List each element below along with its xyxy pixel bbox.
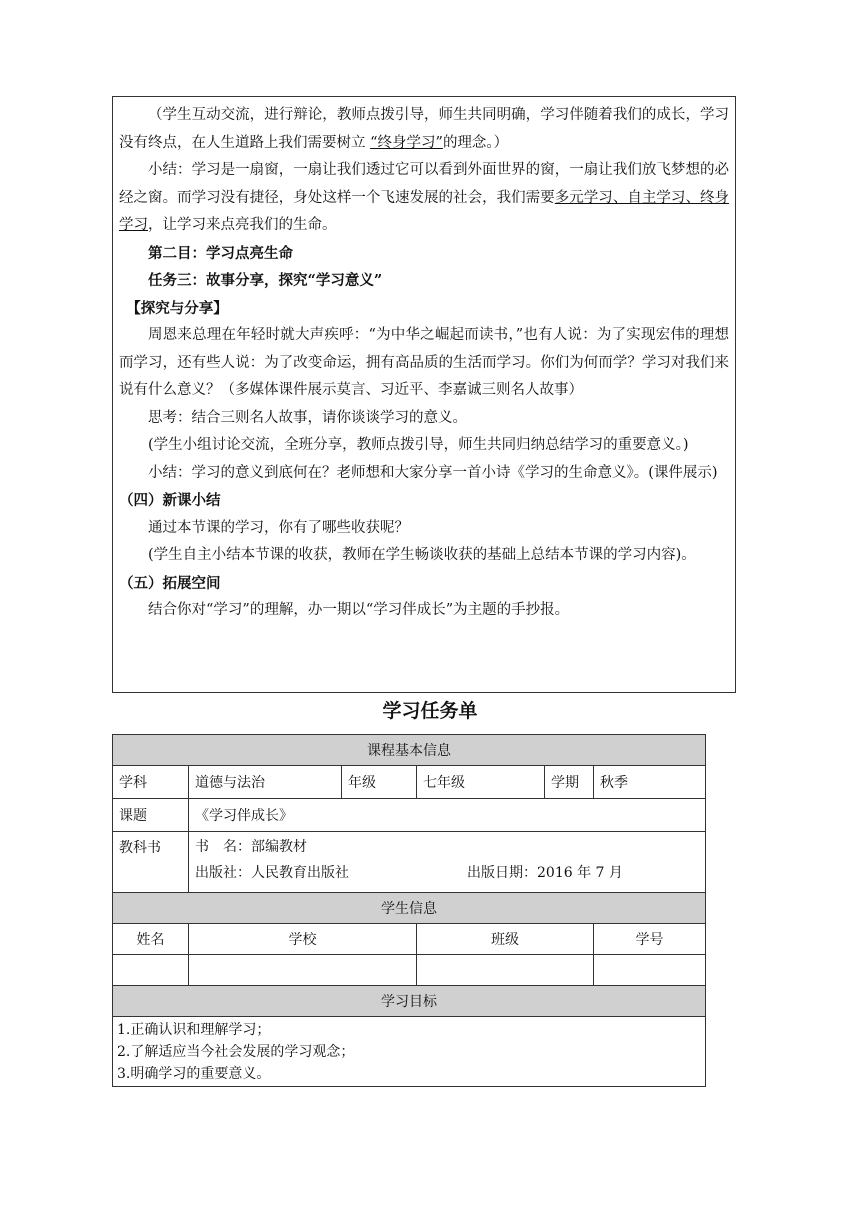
heading-part-two: 第二目：学习点亮生命: [148, 244, 293, 262]
paragraph-summary-poem: 小结：学习的意义到底何在？老师想和大家分享一首小诗《学习的生命意义》。(课件展示): [148, 464, 718, 481]
goal-item-3: 3.明确学习的重要意义。: [117, 1066, 271, 1082]
publisher-line: 出版社：人民教育出版社: [195, 865, 349, 881]
lesson-content-box: [112, 96, 736, 693]
name-label: 姓名: [113, 924, 189, 955]
textbook-details: [189, 832, 706, 893]
grade-value: 七年级: [417, 766, 545, 799]
heading-section-four: （四）新课小结: [119, 492, 221, 509]
school-input-cell[interactable]: [189, 955, 417, 986]
school-label: 学校: [189, 924, 417, 955]
goal-item-2: 2.了解适应当今社会发展的学习观念；: [117, 1044, 355, 1060]
topic-value: 《学习伴成长》: [189, 799, 706, 832]
name-input-cell[interactable]: [113, 955, 189, 986]
class-input-cell[interactable]: [417, 955, 594, 986]
worksheet-title: 学习任务单: [382, 700, 478, 722]
topic-label: 课题: [113, 799, 189, 832]
term-label: 学期: [545, 766, 594, 799]
paragraph-summary-window: 小结：学习是一扇窗，一扇让我们透过它可以看到外面世界的窗，一扇让我们放飞梦想的必经之窗。而学习没有捷径，身处这样一个飞速发展的社会，我们需要多元学习、自主学习、终身学习，让学习来点亮我们的生命。: [119, 162, 730, 233]
paragraph-group-discussion: (学生小组讨论交流，全班分享，教师点拨引导，师生共同归纳总结学习的重要意义。): [148, 437, 689, 453]
underline-learning-types: 多元学习、自主学习、终身学习: [119, 189, 730, 233]
goals-header: 学习目标: [113, 986, 706, 1017]
book-name-line: 书 名：部编教材: [195, 839, 307, 855]
publisher-row: [195, 860, 699, 886]
heading-section-five: （五）拓展空间: [119, 574, 221, 592]
paragraph-harvest-question: 通过本节课的学习，你有了哪些收获呢？: [148, 519, 409, 536]
heading-explore-share: 【探究与分享】: [126, 299, 228, 317]
goals-list: [113, 1017, 706, 1087]
paragraph-zhou-enlai: 周恩来总理在年轻时就大声疾呼：“为中华之崛起而读书，”也有人说：为了实现宏伟的理想而学习，还有些人说：为了改变命运，拥有高品质的生活而学习。你们为何而学？学习对我们来说有什么意义？（多媒体课件展示莫言、习近平、李嘉诚三则名人故事）: [119, 327, 729, 398]
heading-task-three: 任务三：故事分享，探究“学习意义”: [148, 272, 383, 289]
class-label: 班级: [417, 924, 594, 955]
goal-item-1: 1.正确认识和理解学习；: [117, 1022, 271, 1038]
paragraph-debate: （学生互动交流，进行辩论，教师点拨引导，师生共同明确，学习伴随着我们的成长，学习没有终点，在人生道路上我们需要树立 “终身学习”的理念。）: [119, 107, 729, 151]
student-id-input-cell[interactable]: [594, 955, 706, 986]
course-info-header: 课程基本信息: [113, 735, 706, 766]
subject-value: 道德与法治: [189, 766, 342, 799]
student-id-label: 学号: [594, 924, 706, 955]
underline-lifelong-learning: “终身学习”: [370, 134, 443, 151]
student-info-header: 学生信息: [113, 893, 706, 924]
paragraph-think: 思考：结合三则名人故事，请你谈谈学习的意义。: [148, 409, 467, 426]
grade-label: 年级: [342, 766, 417, 799]
term-value: 秋季: [594, 766, 706, 799]
paragraph-handwritten-newspaper: 结合你对“学习”的理解，办一期以“学习伴成长”为主题的手抄报。: [148, 602, 570, 618]
textbook-label: 教科书: [113, 832, 189, 893]
worksheet-table: [112, 734, 706, 1087]
publish-date-line: 出版日期：2016 年 7 月: [467, 865, 623, 881]
paragraph-self-summary: (学生自主小结本节课的收获，教师在学生畅谈收获的基础上总结本节课的学习内容)。: [148, 547, 696, 563]
subject-label: 学科: [113, 766, 189, 799]
